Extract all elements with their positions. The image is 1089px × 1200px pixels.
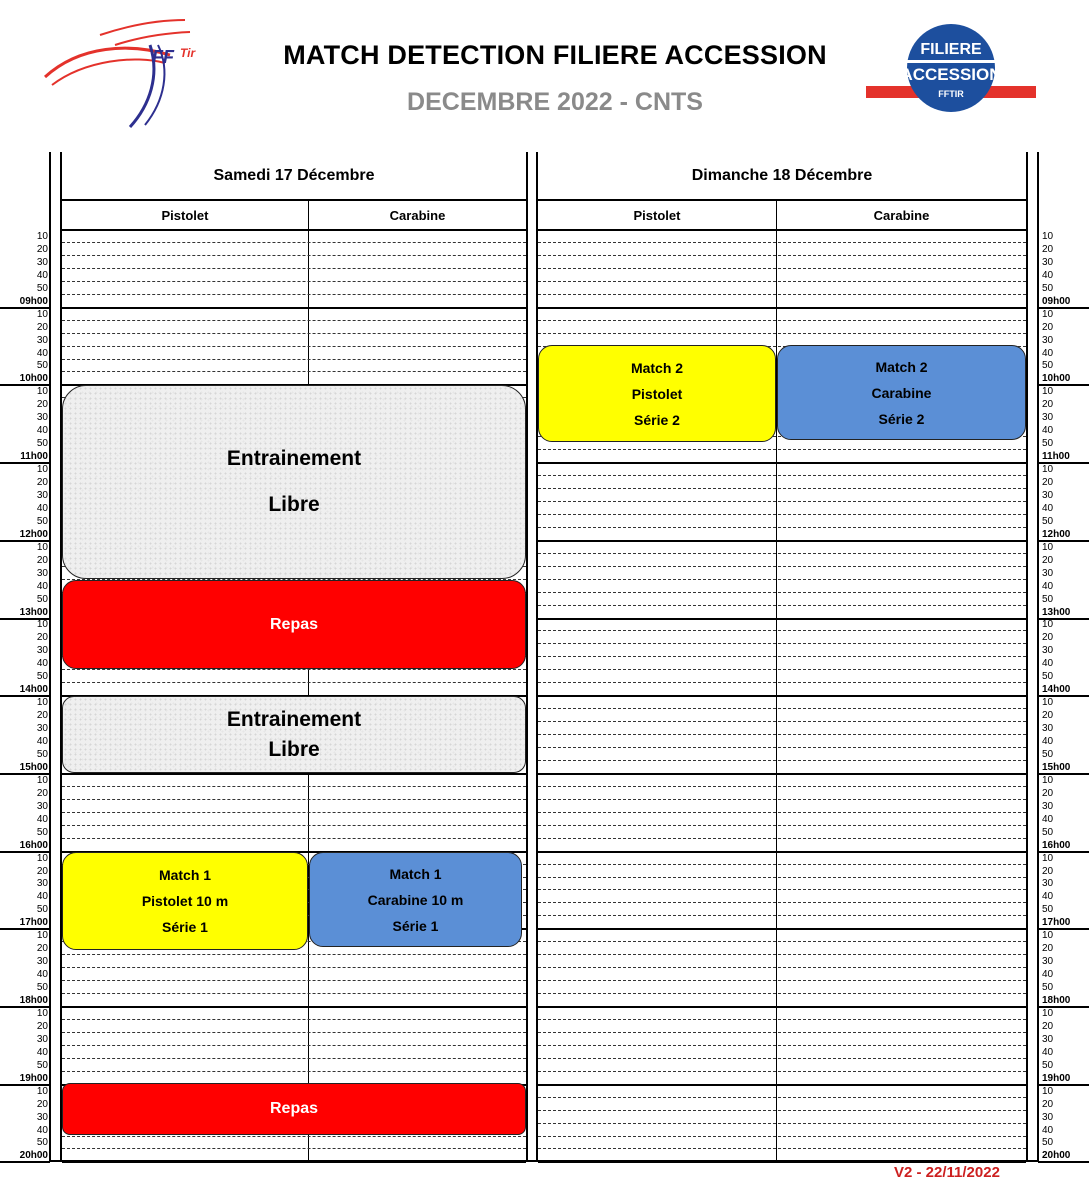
minute-label: 40 <box>36 1124 48 1136</box>
minute-line <box>538 333 1026 334</box>
minute-line <box>538 268 1026 269</box>
minute-label: 40 <box>36 580 48 592</box>
minute-label: 10 <box>1042 1007 1054 1019</box>
column-header-sun-pistolet: Pistolet <box>633 208 681 223</box>
minute-line <box>62 346 526 347</box>
minute-line <box>62 980 526 981</box>
minute-label: 30 <box>36 256 48 268</box>
minute-label: 10 <box>1042 541 1054 553</box>
grid-column-divider <box>776 200 777 1162</box>
hour-line <box>538 928 1026 930</box>
minute-label: 10 <box>36 1085 48 1097</box>
minute-line <box>62 255 526 256</box>
minute-label: 40 <box>1042 269 1054 281</box>
minute-label: 40 <box>36 736 48 747</box>
minute-label: 40 <box>1042 347 1054 359</box>
minute-line <box>62 1032 526 1033</box>
event-saturday-training-afternoon <box>62 696 526 773</box>
minute-line <box>538 993 1026 994</box>
minute-line <box>62 281 526 282</box>
hour-label: 09h00 <box>1042 295 1071 307</box>
minute-label: 30 <box>1042 956 1054 968</box>
hour-line <box>0 1161 50 1163</box>
minute-label: 20 <box>1042 1098 1054 1110</box>
minute-line <box>538 902 1026 903</box>
filiere-accession-logo <box>862 22 1040 117</box>
minute-label: 50 <box>36 593 48 605</box>
minute-label: 40 <box>1042 891 1054 903</box>
minute-line <box>62 1148 526 1149</box>
minute-line <box>62 359 526 360</box>
minute-line <box>62 268 526 269</box>
minute-label: 50 <box>1042 826 1054 838</box>
minute-label: 30 <box>36 334 48 346</box>
minute-label: 30 <box>1042 800 1054 812</box>
event-line: Repas <box>269 1100 319 1117</box>
minute-label: 10 <box>1042 464 1054 476</box>
minute-label: 50 <box>1042 904 1054 916</box>
minute-label: 30 <box>36 1111 48 1123</box>
logo-line-3: FFTIR <box>938 89 964 99</box>
minute-line <box>538 1058 1026 1059</box>
minute-label: 20 <box>1042 399 1054 411</box>
minute-label: 10 <box>36 541 48 553</box>
minute-label: 40 <box>1042 1124 1054 1136</box>
minute-line <box>538 708 1026 709</box>
minute-line <box>538 838 1026 839</box>
minute-line <box>538 294 1026 295</box>
minute-label: 30 <box>1042 412 1054 424</box>
hour-line <box>62 1006 526 1008</box>
minute-line <box>62 1136 526 1137</box>
hour-label: 20h00 <box>1042 1150 1071 1162</box>
column-header-sun-carabine: Carabine <box>873 208 930 223</box>
minute-line <box>538 1071 1026 1072</box>
minute-label: 50 <box>36 671 48 683</box>
minute-line <box>538 605 1026 606</box>
minute-line <box>62 1019 526 1020</box>
minute-line <box>62 825 526 826</box>
event-line: Série 1 <box>162 919 208 935</box>
minute-label: 30 <box>1042 334 1054 346</box>
minute-label: 30 <box>36 956 48 968</box>
minute-line <box>62 838 526 839</box>
hour-label: 17h00 <box>1042 917 1071 929</box>
event-line: Série 2 <box>634 411 680 428</box>
minute-label: 30 <box>1042 567 1054 579</box>
minute-label: 20 <box>1042 710 1054 722</box>
minute-label: 40 <box>36 425 48 437</box>
event-line: Libre <box>268 493 320 516</box>
hour-line <box>538 307 1026 309</box>
minute-line <box>538 747 1026 748</box>
minute-label: 10 <box>36 386 48 398</box>
page-title: MATCH DETECTION FILIERE ACCESSION <box>283 40 827 70</box>
minute-label: 50 <box>36 1059 48 1071</box>
minute-line <box>62 954 526 955</box>
minute-label: 40 <box>1042 736 1054 747</box>
minute-line <box>538 721 1026 722</box>
minute-label: 10 <box>1042 930 1054 942</box>
minute-line <box>538 553 1026 554</box>
hour-label: 18h00 <box>19 995 48 1006</box>
minute-line <box>538 643 1026 644</box>
minute-line <box>538 760 1026 761</box>
minute-line <box>538 915 1026 916</box>
minute-label: 30 <box>36 1033 48 1045</box>
minute-label: 20 <box>1042 477 1054 488</box>
minute-label: 10 <box>36 852 48 864</box>
minute-line <box>538 980 1026 981</box>
minute-label: 10 <box>36 1007 48 1019</box>
minute-label: 20 <box>36 554 48 566</box>
minute-label: 50 <box>1042 1137 1054 1149</box>
event-line: Match 1 <box>158 867 212 883</box>
minute-line <box>62 333 526 334</box>
fftir-logo <box>40 15 230 135</box>
minute-label: 50 <box>1042 748 1054 760</box>
minute-label: 50 <box>1042 438 1054 450</box>
hour-label: 15h00 <box>1042 761 1071 773</box>
minute-line <box>62 993 526 994</box>
minute-line <box>538 630 1026 631</box>
event-sunday-match2-pistolet <box>538 345 776 442</box>
minute-label: 20 <box>36 943 48 955</box>
minute-line <box>538 682 1026 683</box>
event-saturday-match1-carabine <box>309 852 522 947</box>
minute-line <box>538 501 1026 502</box>
minute-line <box>538 1110 1026 1111</box>
event-line: Pistolet 10 m <box>141 893 229 909</box>
minute-line <box>62 967 526 968</box>
event-line: Repas <box>269 615 319 633</box>
minute-line <box>538 669 1026 670</box>
minute-label: 40 <box>1042 425 1054 437</box>
minute-label: 30 <box>1042 645 1054 657</box>
hour-label: 09h00 <box>19 295 48 307</box>
minute-label: 10 <box>1042 386 1054 398</box>
minute-label: 30 <box>36 567 48 579</box>
minute-label: 50 <box>1042 671 1054 683</box>
minute-line <box>538 1123 1026 1124</box>
minute-label: 10 <box>36 308 48 320</box>
minute-label: 30 <box>1042 1033 1054 1045</box>
minute-line <box>538 514 1026 515</box>
minute-label: 20 <box>1042 632 1054 644</box>
minute-label: 20 <box>36 865 48 877</box>
version-label: V2 - 22/11/2022 <box>894 1164 1000 1181</box>
minute-label: 50 <box>36 982 48 994</box>
minute-label: 10 <box>36 464 48 476</box>
event-line: Série 1 <box>392 917 439 934</box>
minute-line <box>538 656 1026 657</box>
minute-label: 50 <box>36 748 48 760</box>
grid-border <box>1037 152 1039 1162</box>
minute-line <box>538 799 1026 800</box>
minute-label: 40 <box>36 502 48 514</box>
minute-label: 20 <box>36 1020 48 1032</box>
minute-label: 40 <box>1042 580 1054 592</box>
hour-label: 10h00 <box>19 373 48 385</box>
minute-label: 10 <box>1042 1085 1054 1097</box>
hour-line <box>538 618 1026 620</box>
event-line: Match 1 <box>389 865 442 882</box>
minute-label: 30 <box>1042 1111 1054 1123</box>
minute-label: 50 <box>1042 1059 1054 1071</box>
minute-line <box>62 1045 526 1046</box>
event-saturday-training-morning <box>62 385 526 579</box>
hour-label: 17h00 <box>19 917 48 929</box>
minute-line <box>538 281 1026 282</box>
minute-line <box>538 786 1026 787</box>
hour-label: 19h00 <box>1042 1072 1071 1084</box>
event-line: Carabine 10 m <box>367 891 464 908</box>
minute-label: 10 <box>36 774 48 786</box>
hour-label: 14h00 <box>1042 684 1071 696</box>
minute-label: 40 <box>1042 813 1054 825</box>
minute-line <box>538 1097 1026 1098</box>
minute-line <box>538 812 1026 813</box>
minute-label: 40 <box>36 1046 48 1058</box>
event-line: Match 2 <box>875 358 928 375</box>
minute-line <box>62 786 526 787</box>
minute-label: 30 <box>36 645 48 657</box>
column-header-sat-carabine: Carabine <box>389 208 446 223</box>
minute-line <box>538 579 1026 580</box>
minute-line <box>538 488 1026 489</box>
minute-label: 40 <box>36 658 48 670</box>
minute-line <box>62 669 526 670</box>
hour-label: 11h00 <box>1042 451 1070 463</box>
hour-label: 12h00 <box>19 528 48 540</box>
minute-line <box>62 812 526 813</box>
hour-label: 12h00 <box>1042 528 1071 540</box>
minute-label: 40 <box>1042 969 1054 981</box>
minute-label: 30 <box>1042 878 1054 890</box>
minute-label: 20 <box>36 632 48 644</box>
minute-label: 50 <box>1042 282 1054 294</box>
day-header-saturday: Samedi 17 Décembre <box>213 167 375 184</box>
minute-line <box>538 967 1026 968</box>
minute-label: 50 <box>1042 982 1054 994</box>
minute-label: 20 <box>36 243 48 255</box>
minute-label: 40 <box>36 891 48 903</box>
minute-line <box>62 294 526 295</box>
minute-label: 10 <box>1042 852 1054 864</box>
minute-label: 30 <box>36 878 48 890</box>
hour-line <box>62 307 526 309</box>
hour-line <box>1038 1161 1089 1163</box>
minute-label: 10 <box>36 930 48 942</box>
hour-label: 18h00 <box>1042 995 1071 1006</box>
minute-label: 40 <box>36 813 48 825</box>
grid-border <box>49 152 51 1162</box>
minute-line <box>62 242 526 243</box>
minute-line <box>538 255 1026 256</box>
minute-line <box>62 371 526 372</box>
minute-label: 20 <box>1042 554 1054 566</box>
grid-border <box>526 152 528 1162</box>
minute-label: 40 <box>1042 658 1054 670</box>
hour-line <box>538 1084 1026 1086</box>
logo-line-1: FILIERE <box>920 41 982 58</box>
hour-label: 11h00 <box>20 451 48 463</box>
minute-label: 40 <box>36 347 48 359</box>
minute-line <box>538 864 1026 865</box>
minute-line <box>62 799 526 800</box>
minute-label: 20 <box>36 1098 48 1110</box>
minute-label: 10 <box>36 697 48 709</box>
hour-label: 19h00 <box>19 1072 48 1084</box>
hour-line <box>538 773 1026 775</box>
minute-label: 50 <box>36 904 48 916</box>
minute-label: 10 <box>1042 774 1054 786</box>
minute-label: 40 <box>36 969 48 981</box>
minute-line <box>538 592 1026 593</box>
event-line: Entrainement <box>226 447 362 470</box>
minute-label: 20 <box>1042 865 1054 877</box>
hour-label: 20h00 <box>19 1150 48 1162</box>
minute-label: 30 <box>36 412 48 424</box>
hour-line <box>538 695 1026 697</box>
minute-line <box>538 1136 1026 1137</box>
minute-label: 30 <box>36 489 48 501</box>
minute-label: 50 <box>36 360 48 372</box>
minute-line <box>538 1045 1026 1046</box>
minute-line <box>62 320 526 321</box>
minute-label: 50 <box>1042 593 1054 605</box>
event-line: Pistolet <box>631 385 683 402</box>
minute-label: 20 <box>36 710 48 722</box>
minute-label: 10 <box>1042 697 1054 709</box>
logo-line-2: ACCESSION <box>900 65 1002 84</box>
minute-label: 20 <box>1042 1020 1054 1032</box>
minute-line <box>538 825 1026 826</box>
hour-line <box>62 773 526 775</box>
minute-label: 20 <box>36 477 48 488</box>
hour-line <box>538 540 1026 542</box>
minute-label: 20 <box>1042 243 1054 255</box>
hour-label: 13h00 <box>1042 606 1071 618</box>
minute-line <box>538 941 1026 942</box>
grid-column-divider <box>308 200 309 1162</box>
day-header-sunday: Dimanche 18 Décembre <box>691 167 873 184</box>
minute-line <box>538 320 1026 321</box>
minute-label: 30 <box>36 800 48 812</box>
minute-line <box>538 566 1026 567</box>
minute-label: 20 <box>36 399 48 411</box>
minute-label: 20 <box>1042 787 1054 799</box>
minute-line <box>538 877 1026 878</box>
minute-label: 50 <box>1042 515 1054 527</box>
event-line: Carabine <box>871 384 932 401</box>
minute-label: 30 <box>1042 256 1054 268</box>
hour-label: 16h00 <box>1042 839 1071 851</box>
hour-label: 16h00 <box>19 839 48 851</box>
minute-label: 20 <box>1042 321 1054 333</box>
minute-label: 30 <box>1042 489 1054 501</box>
svg-text:Tir: Tir <box>180 46 196 60</box>
minute-line <box>538 242 1026 243</box>
minute-label: 10 <box>1042 619 1054 631</box>
minute-label: 10 <box>1042 308 1054 320</box>
minute-label: 50 <box>36 1137 48 1149</box>
minute-line <box>538 954 1026 955</box>
grid-border <box>1026 152 1028 1162</box>
minute-label: 50 <box>1042 360 1054 372</box>
hour-label: 15h00 <box>19 761 48 773</box>
minute-label: 40 <box>1042 1046 1054 1058</box>
minute-label: 10 <box>36 230 48 242</box>
minute-label: 10 <box>1042 230 1054 242</box>
column-header-sat-pistolet: Pistolet <box>161 208 209 223</box>
minute-label: 20 <box>36 321 48 333</box>
event-saturday-repas-dinner <box>62 1083 526 1135</box>
minute-line <box>538 449 1026 450</box>
minute-line <box>538 1148 1026 1149</box>
minute-line <box>62 1058 526 1059</box>
hour-line <box>538 851 1026 853</box>
hour-label: 13h00 <box>19 606 48 618</box>
minute-line <box>538 734 1026 735</box>
minute-label: 30 <box>36 723 48 735</box>
minute-label: 50 <box>36 515 48 527</box>
event-saturday-match1-pistolet <box>62 852 308 950</box>
grid-border <box>49 1160 1039 1162</box>
hour-label: 10h00 <box>1042 373 1071 385</box>
minute-line <box>538 475 1026 476</box>
minute-label: 10 <box>36 619 48 631</box>
minute-label: 50 <box>36 282 48 294</box>
minute-line <box>538 889 1026 890</box>
event-saturday-repas-lunch <box>62 580 526 669</box>
minute-line <box>538 527 1026 528</box>
svg-text:FF: FF <box>152 47 174 67</box>
minute-label: 40 <box>36 269 48 281</box>
minute-label: 40 <box>1042 502 1054 514</box>
page-subtitle: DECEMBRE 2022 - CNTS <box>407 88 703 116</box>
hour-line <box>538 462 1026 464</box>
minute-line <box>62 1071 526 1072</box>
event-line: Série 2 <box>878 410 925 427</box>
event-line: Match 2 <box>630 359 684 376</box>
hour-label: 14h00 <box>19 684 48 696</box>
event-line: Entrainement <box>226 707 362 731</box>
minute-label: 20 <box>36 787 48 799</box>
minute-label: 50 <box>36 438 48 450</box>
minute-line <box>538 1032 1026 1033</box>
event-sunday-match2-carabine <box>777 345 1026 440</box>
minute-line <box>62 682 526 683</box>
minute-label: 20 <box>1042 943 1054 955</box>
hour-line <box>538 1006 1026 1008</box>
minute-line <box>538 1019 1026 1020</box>
event-line: Libre <box>268 737 320 761</box>
minute-label: 30 <box>1042 723 1054 735</box>
minute-label: 50 <box>36 826 48 838</box>
